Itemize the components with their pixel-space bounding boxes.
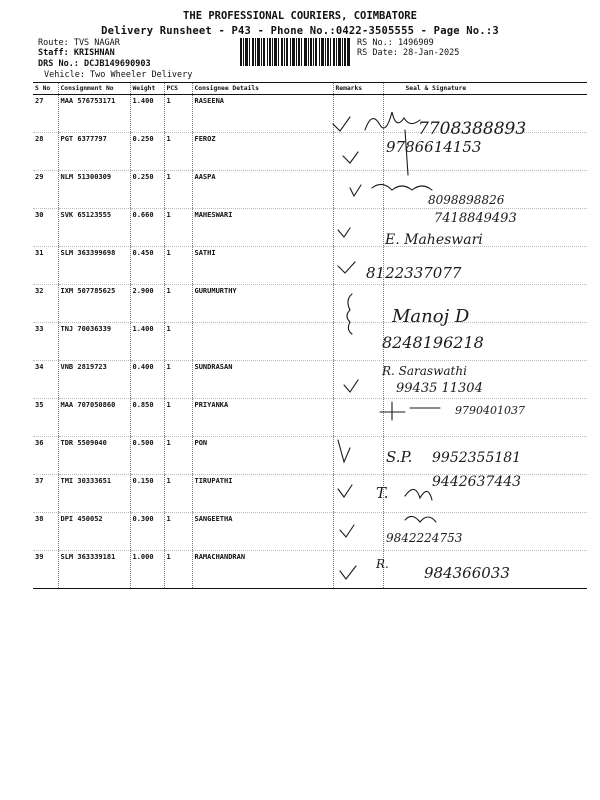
cell-consignment: MAA 707050860	[58, 399, 130, 437]
cell-sno: 36	[33, 437, 58, 475]
cell-weight: 1.000	[130, 551, 164, 589]
col-header-weight: Weight	[130, 83, 164, 95]
rs-number: RS No.: 1496909	[357, 38, 434, 48]
cell-consignment: TDR 5509040	[58, 437, 130, 475]
cell-consignee	[192, 323, 333, 361]
cell-remarks	[333, 551, 383, 589]
handwritten-phone: 8248196218	[382, 333, 484, 352]
cell-consignee: SATHI	[192, 247, 333, 285]
cell-pcs: 1	[164, 171, 192, 209]
table-row	[33, 437, 587, 475]
cell-signature	[383, 437, 587, 475]
cell-consignee: SANGEETHA	[192, 513, 333, 551]
runsheet-table	[33, 82, 587, 589]
cell-consignment: TMI 30333651	[58, 475, 130, 513]
handwritten-name: E. Maheswari	[385, 232, 483, 248]
cell-pcs: 1	[164, 551, 192, 589]
cell-signature	[383, 513, 587, 551]
cell-remarks	[333, 361, 383, 399]
cell-consignee: AASPA	[192, 171, 333, 209]
handwritten-phone: 9786614153	[386, 138, 482, 156]
table-header-row	[33, 83, 587, 95]
cell-signature	[383, 209, 587, 247]
cell-remarks	[333, 95, 383, 133]
drs-number: DRS No.: DCJB149690903	[38, 59, 151, 69]
cell-signature	[383, 323, 587, 361]
handwritten-name: S.P.	[386, 448, 413, 466]
cell-consignment: MAA 576753171	[58, 95, 130, 133]
handwritten-phone: 99435 11304	[396, 381, 483, 396]
cell-sno: 34	[33, 361, 58, 399]
cell-signature	[383, 247, 587, 285]
cell-sno: 30	[33, 209, 58, 247]
cell-weight: 0.500	[130, 437, 164, 475]
cell-remarks	[333, 475, 383, 513]
document-title: THE PROFESSIONAL COURIERS, COIMBATORE	[183, 10, 417, 22]
cell-pcs: 1	[164, 475, 192, 513]
cell-consignment: SLM 363339181	[58, 551, 130, 589]
cell-remarks	[333, 285, 383, 323]
cell-consignment: PGT 6377797	[58, 133, 130, 171]
cell-pcs: 1	[164, 285, 192, 323]
barcode	[240, 38, 350, 66]
cell-consignment: SVK 65123555	[58, 209, 130, 247]
handwritten-name: T.	[376, 484, 389, 502]
route-label: Route: TVS NAGAR	[38, 38, 120, 48]
table-row	[33, 361, 587, 399]
cell-consignee: FEROZ	[192, 133, 333, 171]
cell-remarks	[333, 437, 383, 475]
cell-weight: 0.450	[130, 247, 164, 285]
col-header-consignee: Consignee Details	[192, 83, 333, 95]
table-row	[33, 95, 587, 133]
handwritten-name: Manoj D	[392, 306, 470, 327]
vehicle-label: Vehicle: Two Wheeler Delivery	[44, 70, 193, 80]
cell-sno: 29	[33, 171, 58, 209]
table-row	[33, 285, 587, 323]
cell-remarks	[333, 171, 383, 209]
cell-signature	[383, 285, 587, 323]
cell-signature	[383, 133, 587, 171]
cell-consignee: GURUMURTHY	[192, 285, 333, 323]
col-header-consignment: Consignment No	[58, 83, 130, 95]
cell-signature	[383, 475, 587, 513]
col-header-signature: Seal & Signature	[383, 83, 587, 95]
cell-sno: 39	[33, 551, 58, 589]
cell-pcs: 1	[164, 399, 192, 437]
handwritten-phone: 9442637443	[432, 474, 522, 490]
cell-weight: 0.150	[130, 475, 164, 513]
cell-consignment: SLM 363399698	[58, 247, 130, 285]
cell-remarks	[333, 133, 383, 171]
cell-signature	[383, 361, 587, 399]
cell-signature	[383, 399, 587, 437]
cell-consignment: NLM 51300309	[58, 171, 130, 209]
rs-date: RS Date: 28-Jan-2025	[357, 48, 460, 58]
cell-consignee: TIRUPATHI	[192, 475, 333, 513]
table-row	[33, 475, 587, 513]
col-header-sno: S No	[33, 83, 58, 95]
cell-sno: 28	[33, 133, 58, 171]
handwritten-phone: 8122337077	[366, 264, 462, 282]
cell-pcs: 1	[164, 133, 192, 171]
cell-pcs: 1	[164, 513, 192, 551]
cell-consignee: RAMACHANDRAN	[192, 551, 333, 589]
cell-sno: 32	[33, 285, 58, 323]
cell-remarks	[333, 513, 383, 551]
col-header-pcs: PCS	[164, 83, 192, 95]
handwritten-phone: 984366033	[424, 564, 510, 582]
table-row	[33, 209, 587, 247]
cell-weight: 0.660	[130, 209, 164, 247]
table-row	[33, 513, 587, 551]
cell-consignee: SUNDRASAN	[192, 361, 333, 399]
handwritten-phone: 9842224753	[386, 531, 463, 545]
cell-consignment: VNB 2819723	[58, 361, 130, 399]
handwritten-phone: 7418849493	[434, 211, 517, 226]
cell-pcs: 1	[164, 361, 192, 399]
cell-weight: 0.300	[130, 513, 164, 551]
table-row	[33, 171, 587, 209]
cell-weight: 1.400	[130, 323, 164, 361]
handwritten-name: R.	[376, 557, 389, 571]
cell-signature	[383, 551, 587, 589]
cell-pcs: 1	[164, 323, 192, 361]
cell-sno: 38	[33, 513, 58, 551]
runsheet-subtitle: Delivery Runsheet - P43 - Phone No.:0422-3505555 - Page No.:3	[101, 25, 499, 37]
cell-sno: 31	[33, 247, 58, 285]
handwritten-phone: 7708388893	[418, 119, 527, 139]
cell-remarks	[333, 323, 383, 361]
cell-weight: 0.250	[130, 133, 164, 171]
handwritten-name: R. Saraswathi	[382, 364, 467, 378]
table-row	[33, 133, 587, 171]
cell-sno: 27	[33, 95, 58, 133]
handwritten-phone: 9790401037	[455, 404, 525, 417]
cell-pcs: 1	[164, 209, 192, 247]
staff-label: Staff: KRISHNAN	[38, 48, 115, 58]
cell-weight: 1.400	[130, 95, 164, 133]
cell-pcs: 1	[164, 95, 192, 133]
table-row	[33, 551, 587, 589]
col-header-remarks: Remarks	[333, 83, 383, 95]
cell-signature	[383, 95, 587, 133]
table-row	[33, 399, 587, 437]
cell-weight: 0.850	[130, 399, 164, 437]
cell-remarks	[333, 399, 383, 437]
cell-pcs: 1	[164, 437, 192, 475]
handwritten-phone: 8098898826	[428, 193, 505, 207]
cell-weight: 0.400	[130, 361, 164, 399]
cell-weight: 0.250	[130, 171, 164, 209]
cell-consignment: IXM 507785625	[58, 285, 130, 323]
table-row	[33, 323, 587, 361]
cell-consignee: RASEENA	[192, 95, 333, 133]
handwritten-phone: 9952355181	[432, 450, 522, 466]
cell-remarks	[333, 209, 383, 247]
cell-weight: 2.900	[130, 285, 164, 323]
cell-remarks	[333, 247, 383, 285]
cell-sno: 37	[33, 475, 58, 513]
cell-signature	[383, 171, 587, 209]
cell-consignment: DPI 450052	[58, 513, 130, 551]
cell-consignment: TNJ 70036339	[58, 323, 130, 361]
cell-consignee: PRIYANKA	[192, 399, 333, 437]
cell-sno: 33	[33, 323, 58, 361]
cell-pcs: 1	[164, 247, 192, 285]
table-row	[33, 247, 587, 285]
cell-sno: 35	[33, 399, 58, 437]
cell-consignee: MAHESWARI	[192, 209, 333, 247]
cell-consignee: PON	[192, 437, 333, 475]
